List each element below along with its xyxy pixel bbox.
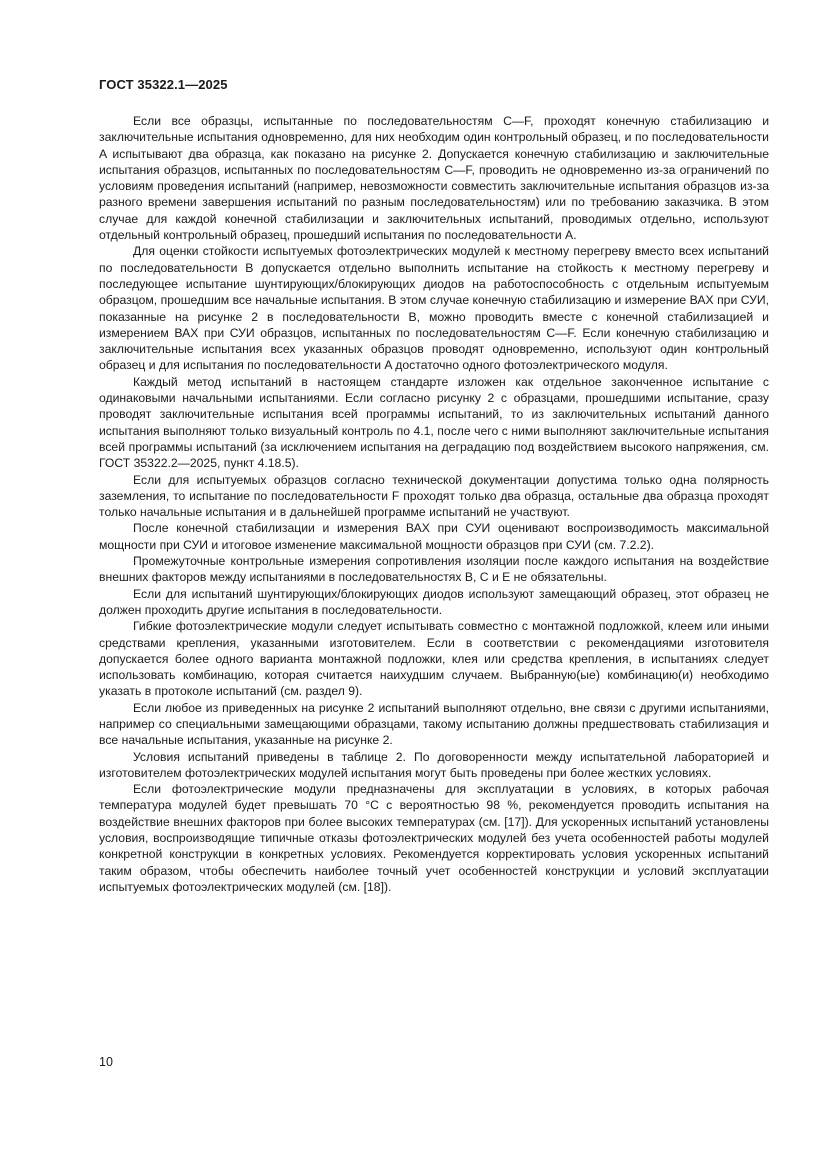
paragraph: Промежуточные контрольные измерения сопротивления изоляции после каждого испытания на воздействие внешних факторов между испытаниями в последовательностях B, C и E не обязательны. xyxy=(99,554,769,585)
paragraph: Условия испытаний приведены в таблице 2. По договоренности между испытательной лабораторией и изготовителем фотоэлектрических модулей испытания могут быть проведены при более жестких условиях. xyxy=(99,749,769,780)
paragraph: После конечной стабилизации и измерения ВАХ при СУИ оценивают воспроизводимость максимальной мощности при СУИ и итоговое изменение максимальной мощности образцов при СУИ (см. 7.2.2). xyxy=(99,521,769,552)
body-text xyxy=(99,113,769,895)
paragraph: Для оценки стойкости испытуемых фотоэлектрических модулей к местному перегреву вместо всех испытаний по последовательности B допускается отдельно выполнить испытание на стойкость к местному перегреву и последующее испытание шунтирующих/блокирующих диодов на работоспособность с отдельным испытуемым образцом, прошедшим все начальные испытания. В этом случае конечную стабилизацию и измерение ВАХ при СУИ, показанные на рисунке 2 в последовательности B, можно проводить вместе с конечной стабилизацией и измерением ВАХ при СУИ образцов, испытанных по последовательностям C—F. Если конечную стабилизацию и заключительные испытания всех указанных образцов проводят одновременно, используют один контрольный образец и для испытания по последовательности A достаточно одного фотоэлектрического модуля. xyxy=(99,244,769,373)
paragraph: Если для испытаний шунтирующих/блокирующих диодов используют замещающий образец, этот образец не должен проходить другие испытания в последовательности. xyxy=(99,586,769,617)
paragraph: Гибкие фотоэлектрические модули следует испытывать совместно с монтажной подложкой, клеем или иными средствами крепления, указанными изготовителем. Если в соответствии с рекомендациями изготовителя допускается более одного варианта монтажной подложки, клея или средства крепления, в испытаниях следует использовать комбинацию, которая считается наихудшим случаем. Выбранную(ые) комбинацию(и) необходимо указать в протоколе испытаний (см. раздел 9). xyxy=(99,619,769,699)
paragraph: Если любое из приведенных на рисунке 2 испытаний выполняют отдельно, вне связи с другими испытаниями, например со специальными замещающими образцами, такому испытанию должны предшествовать стабилизация и все начальные испытания, указанные на рисунке 2. xyxy=(99,700,769,748)
document-header: ГОСТ 35322.1—2025 xyxy=(99,77,228,92)
paragraph: Если все образцы, испытанные по последовательностям C—F, проходят конечную стабилизацию и заключительные испытания одновременно, для них необходим один контрольный образец, и по последовательности A испытывают два образца, как показано на рисунке 2. Допускается конечную стабилизацию и заключительные испытания образцов, испытанных по последовательностям C—F, проводить не одновременно из-за ограничений по условиям проведения испытаний (например, невозможности совместить заключительные испытания образцов из-за разного времени завершения испытаний по разным последовательностям) или по требованию заказчика. В этом случае для каждой конечной стабилизации и заключительных испытаний, проводимых отдельно, используют отдельный контрольный образец, прошедший испытания по последовательности A. xyxy=(99,114,769,243)
paragraph: Если для испытуемых образцов согласно технической документации допустима только одна полярность заземления, то испытание по последовательности F проходят только два образца, остальные два образца проходят только начальные испытания и в дальнейшей программе испытаний не участвуют. xyxy=(99,472,769,520)
page-number: 10 xyxy=(99,1055,113,1069)
paragraph: Каждый метод испытаний в настоящем стандарте изложен как отдельное законченное испытание с одинаковыми начальными испытаниями. Если согласно рисунку 2 с образцами, прошедшими испытание, сразу проводят заключительные испытания всей программы испытаний, то из заключительных испытаний данного испытания выполняют только визуальный контроль по 4.1, после чего с ними выполняют заключительные испытания всей программы испытаний (за исключением испытания на деградацию под воздействием высокого напряжения, см. ГОСТ 35322.2—2025, пункт 4.18.5). xyxy=(99,374,769,471)
paragraph: Если фотоэлектрические модули предназначены для эксплуатации в условиях, в которых рабочая температура модулей будет превышать 70 °C с вероятностью 98 %, рекомендуется проводить испытания на воздействие внешних факторов при более высоких температурах (см. [17]). Для ускоренных испытаний установлены условия, воспроизводящие типичные отказы фотоэлектрических модулей без учета особенностей работы модулей конкретной конструкции в конкретных условиях. Рекомендуется корректировать условия ускоренных испытаний таким образом, чтобы обеспечить наиболее точный учет особенностей конструкции и условий эксплуатации испытуемых фотоэлектрических модулей (см. [18]). xyxy=(99,782,769,894)
